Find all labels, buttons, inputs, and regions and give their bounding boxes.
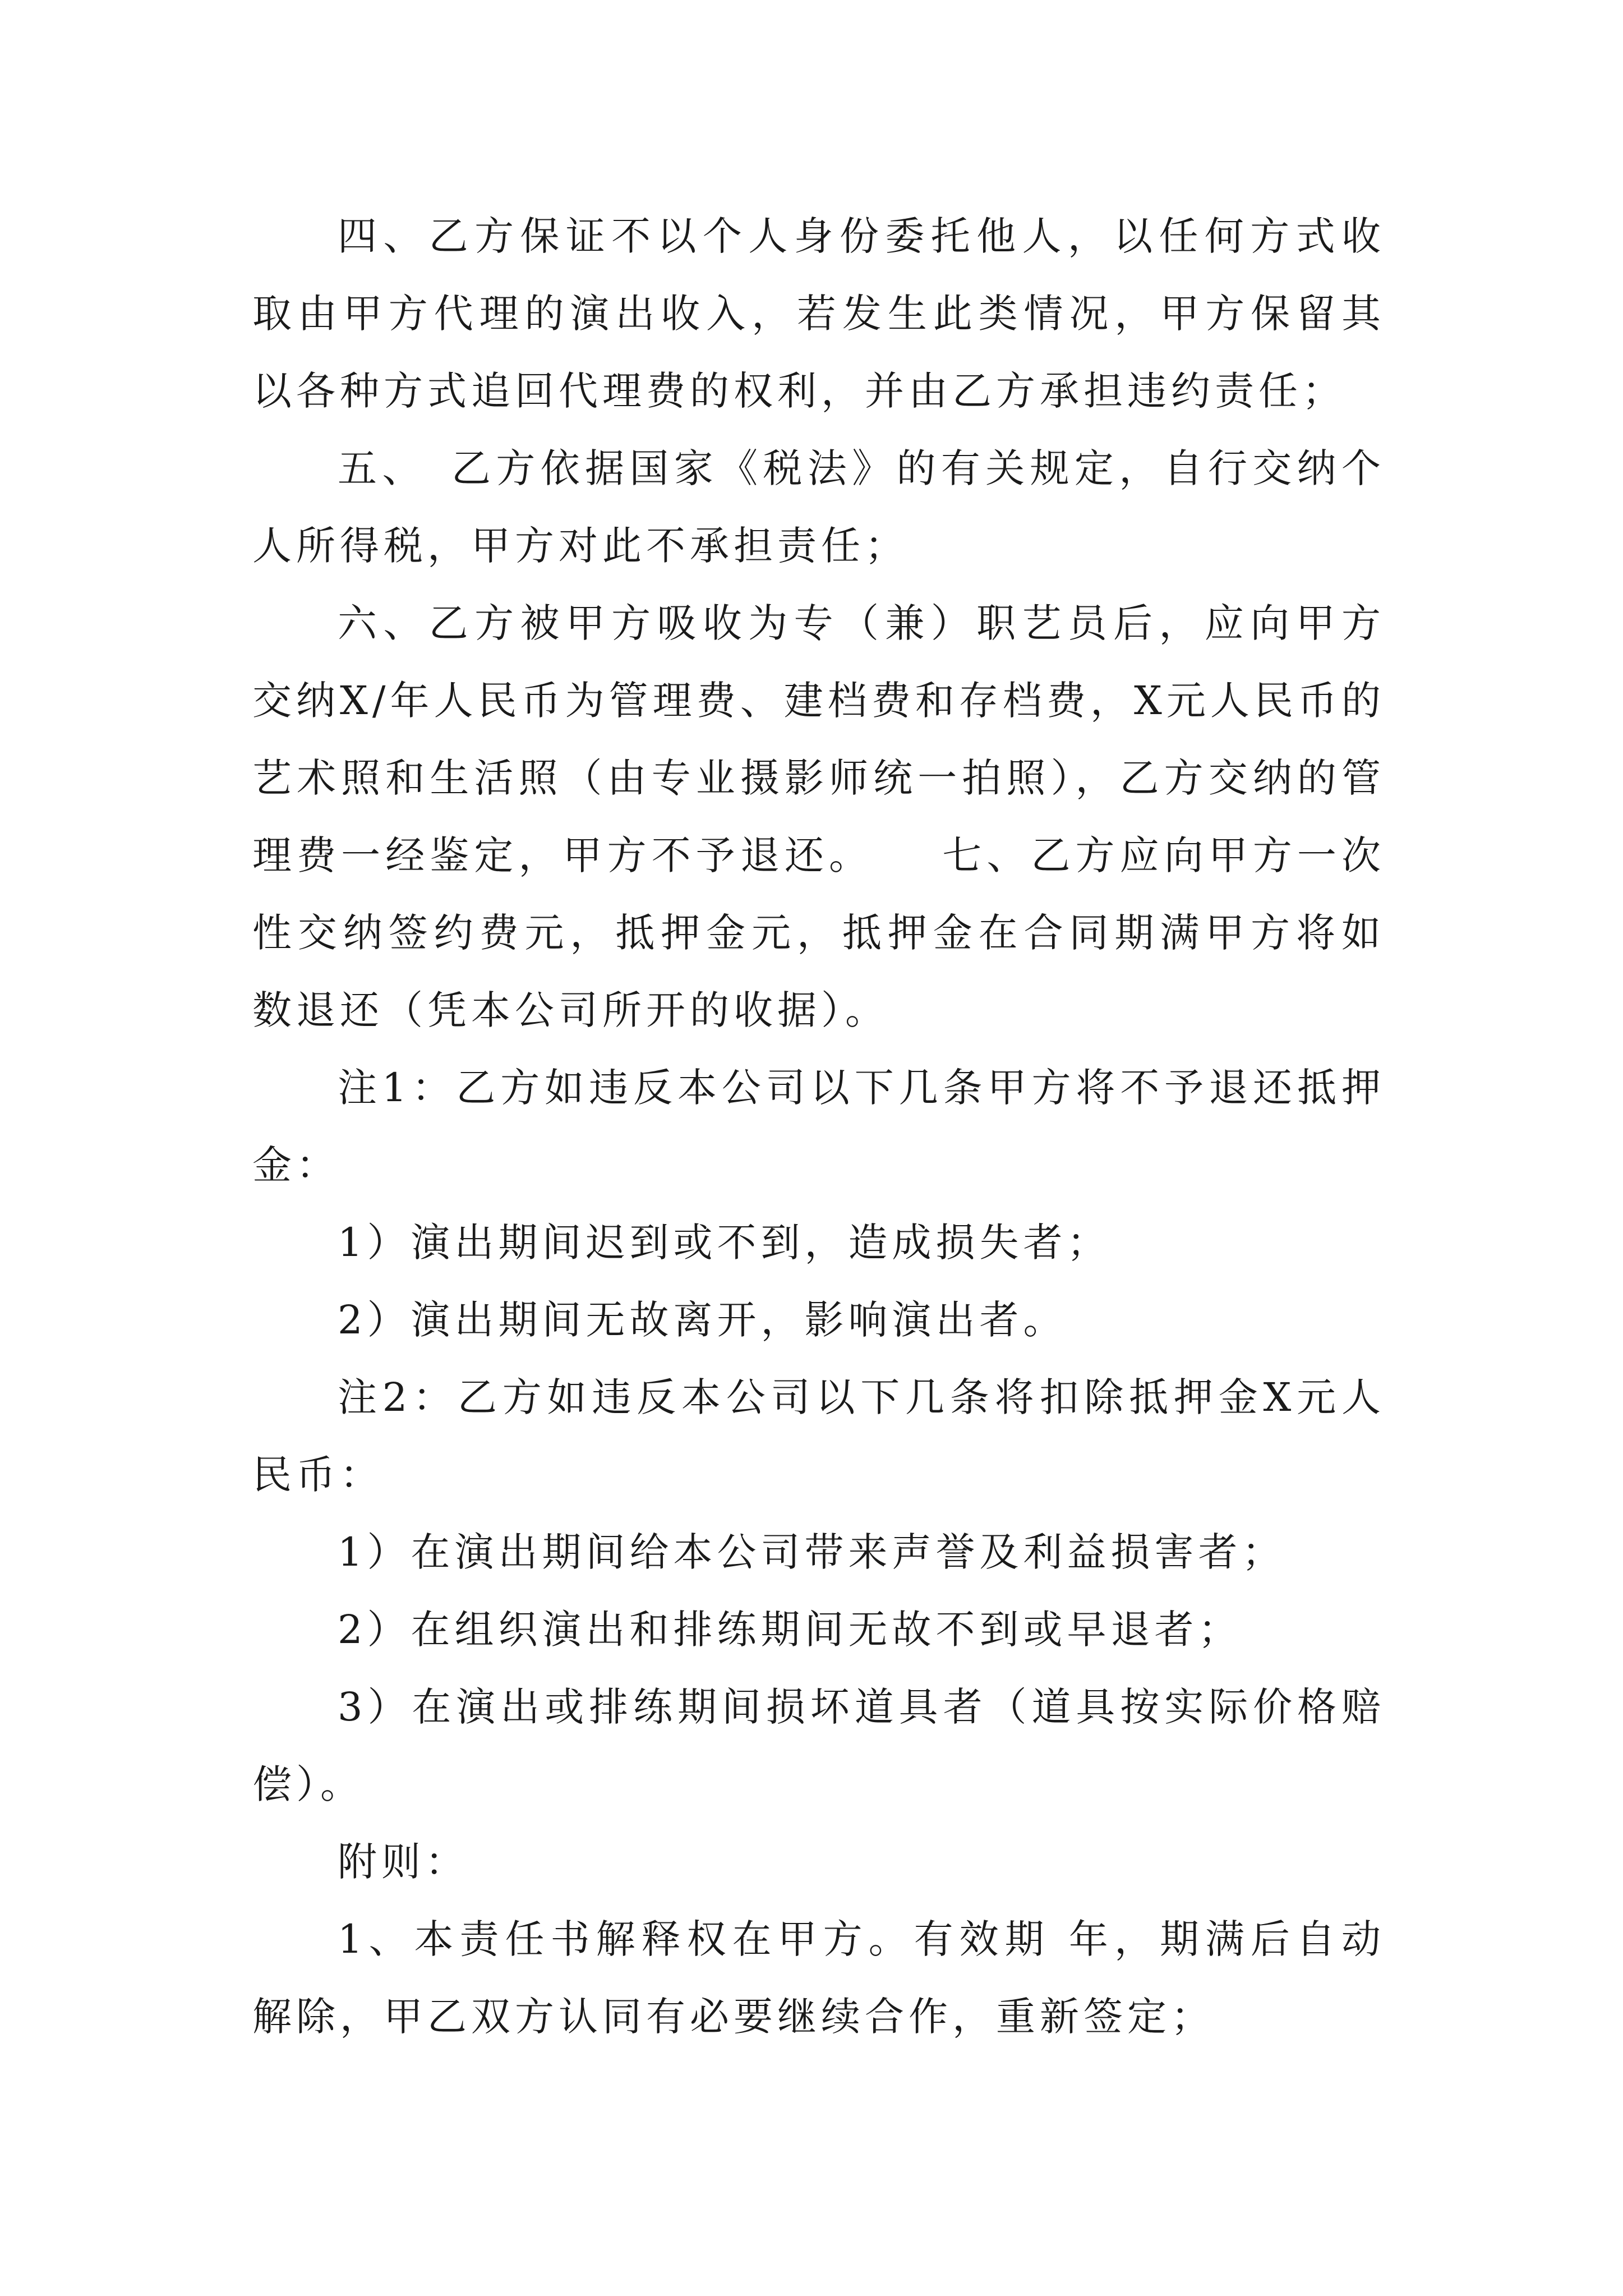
note-one-item-2: 2）演出期间无故离开，影响演出者。 bbox=[338, 1297, 1067, 1343]
note-two: 注2：乙方如违反本公司以下几条将扣除抵押金X元人民币： bbox=[252, 1374, 1385, 1498]
clause-five: 五、 乙方依据国家《税法》的有关规定，自行交纳个人所得税，甲方对此不承担责任； bbox=[252, 445, 1385, 569]
note-one-item-1: 1）演出期间迟到或不到，造成损失者； bbox=[338, 1220, 1111, 1266]
note-two-item-3: 3）在演出或排练期间损坏道具者（道具按实际价格赔偿）。 bbox=[252, 1684, 1385, 1807]
appendix-item-1: 1、本责任书解释权在甲方。有效期 年，期满后自动解除，甲乙双方认同有必要继续合作，重新签定； bbox=[252, 1916, 1385, 2040]
appendix-heading: 附则： bbox=[338, 1839, 469, 1885]
note-two-item-1: 1）在演出期间给本公司带来声誉及利益损害者； bbox=[338, 1529, 1286, 1575]
note-two-item-2: 2）在组织演出和排练期间无故不到或早退者； bbox=[338, 1607, 1242, 1653]
document-body bbox=[252, 197, 1385, 2055]
clause-six-seven: 六、乙方被甲方吸收为专（兼）职艺员后，应向甲方交纳X/年人民币为管理费、建档费和存档费，X元人民币的艺术照和生活照（由专业摄影师统一拍照），乙方交纳的管理费一经鉴定，甲方不予退还。 七、乙方应向甲方一次性交纳签约费元，抵押金元，抵押金在合同期满甲方将如数退还（凭本公司所开的收据）。 bbox=[252, 600, 1385, 1033]
note-one: 注1：乙方如违反本公司以下几条甲方将不予退还抵押金： bbox=[252, 1065, 1385, 1188]
clause-four: 四、乙方保证不以个人身份委托他人，以任何方式收取由甲方代理的演出收入，若发生此类情况，甲方保留其以各种方式追回代理费的权利，并由乙方承担违约责任； bbox=[252, 213, 1385, 414]
